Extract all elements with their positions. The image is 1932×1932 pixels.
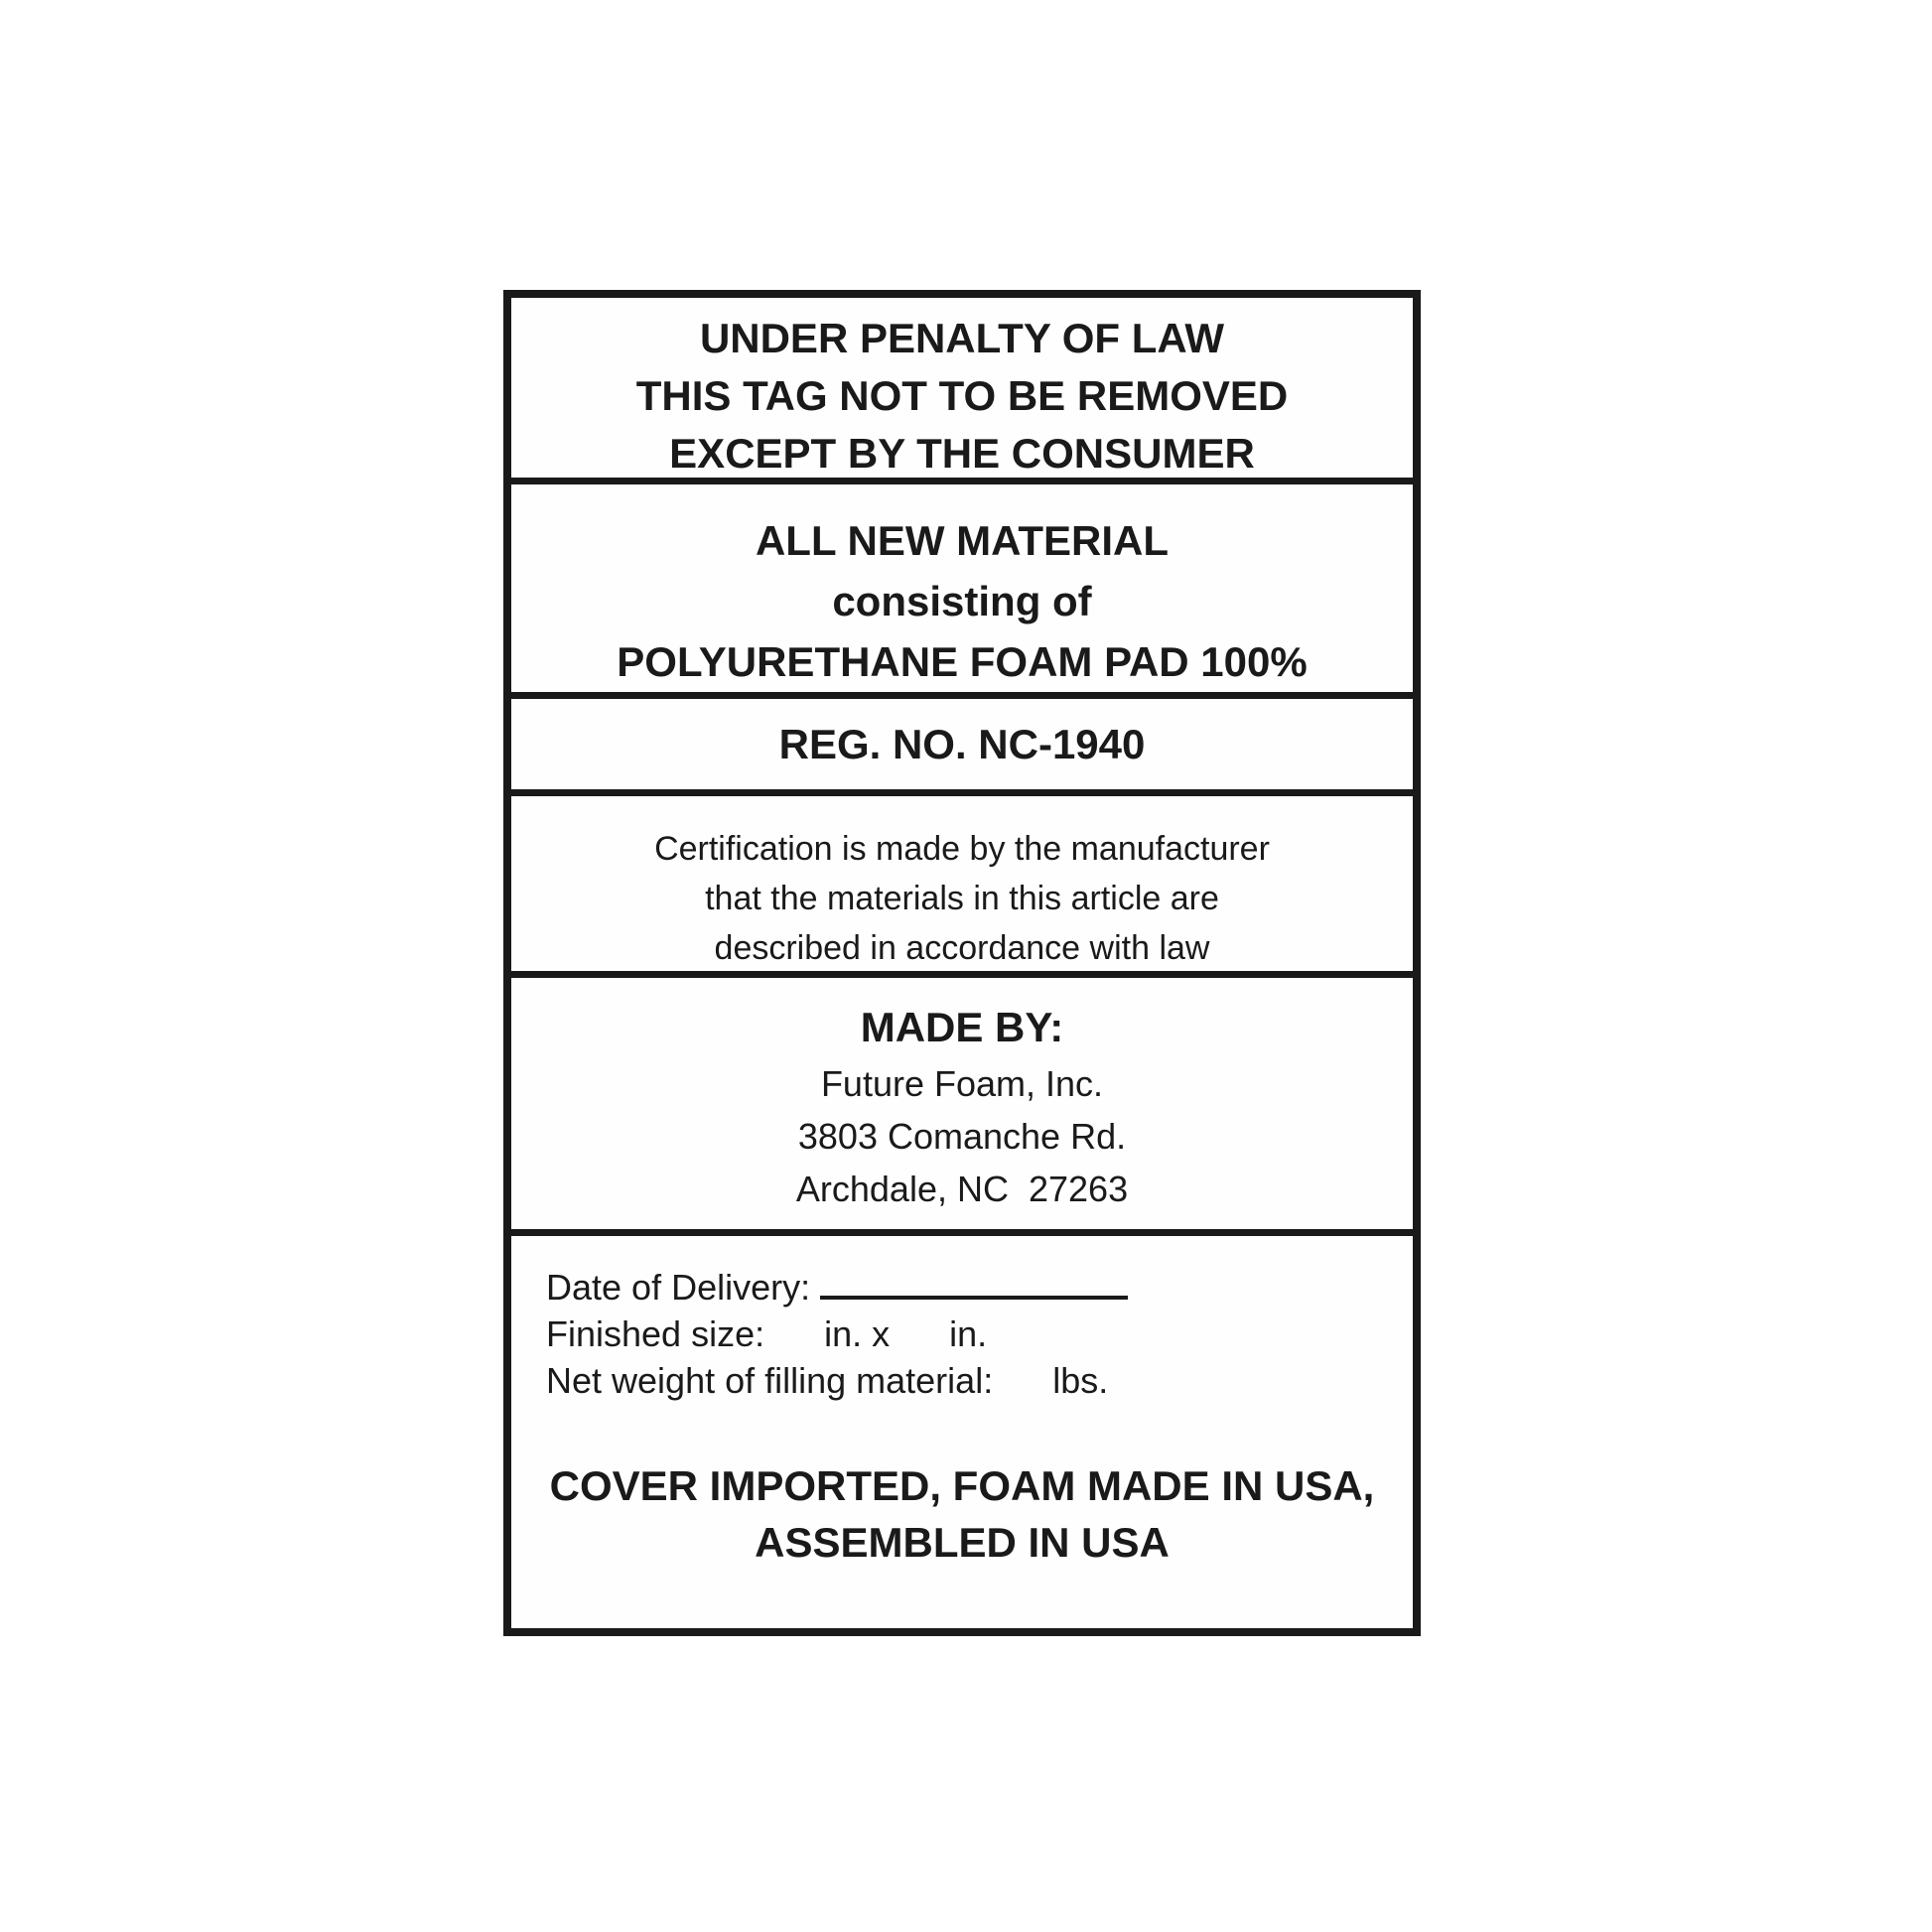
origin-statement-line-1: COVER IMPORTED, FOAM MADE IN USA,: [549, 1462, 1375, 1509]
made-by-heading: MADE BY:: [860, 1004, 1064, 1050]
made-by-section: [511, 978, 1413, 1236]
material-heading: ALL NEW MATERIAL: [755, 517, 1170, 564]
certification-line-3: described in accordance with law: [714, 929, 1210, 967]
penalty-notice-line-2: THIS TAG NOT TO BE REMOVED: [635, 372, 1289, 419]
delivery-details-section: [511, 1236, 1413, 1593]
net-weight-row: Net weight of filling material: lbs.: [546, 1360, 1109, 1401]
certification-line-1: Certification is made by the manufacturer: [654, 830, 1270, 868]
certification-section: [511, 796, 1413, 978]
origin-statement-line-2: ASSEMBLED IN USA: [755, 1519, 1170, 1566]
finished-size-row: Finished size: in. x in.: [546, 1313, 988, 1354]
manufacturer-city-state-zip: Archdale, NC 27263: [795, 1169, 1129, 1209]
certification-line-2: that the materials in this article are: [705, 880, 1219, 917]
penalty-notice-line-3: EXCEPT BY THE CONSUMER: [669, 430, 1255, 477]
registration-number-section: [511, 699, 1413, 796]
manufacturer-name: Future Foam, Inc.: [820, 1063, 1104, 1104]
registration-number: REG. NO. NC-1940: [778, 720, 1146, 767]
penalty-notice-section: [511, 298, 1413, 484]
manufacturer-street: 3803 Comanche Rd.: [797, 1116, 1127, 1157]
date-of-delivery-row: [546, 1262, 1413, 1311]
date-of-delivery-blank-field: [820, 1262, 1128, 1300]
material-consisting-of: consisting of: [832, 578, 1092, 624]
material-contents-section: [511, 484, 1413, 699]
date-of-delivery-label: Date of Delivery:: [546, 1267, 811, 1308]
penalty-notice-line-1: UNDER PENALTY OF LAW: [699, 315, 1225, 361]
material-composition: POLYURETHANE FOAM PAD 100%: [617, 638, 1308, 685]
law-label-tag: [503, 290, 1421, 1636]
origin-statement: [511, 1457, 1413, 1571]
